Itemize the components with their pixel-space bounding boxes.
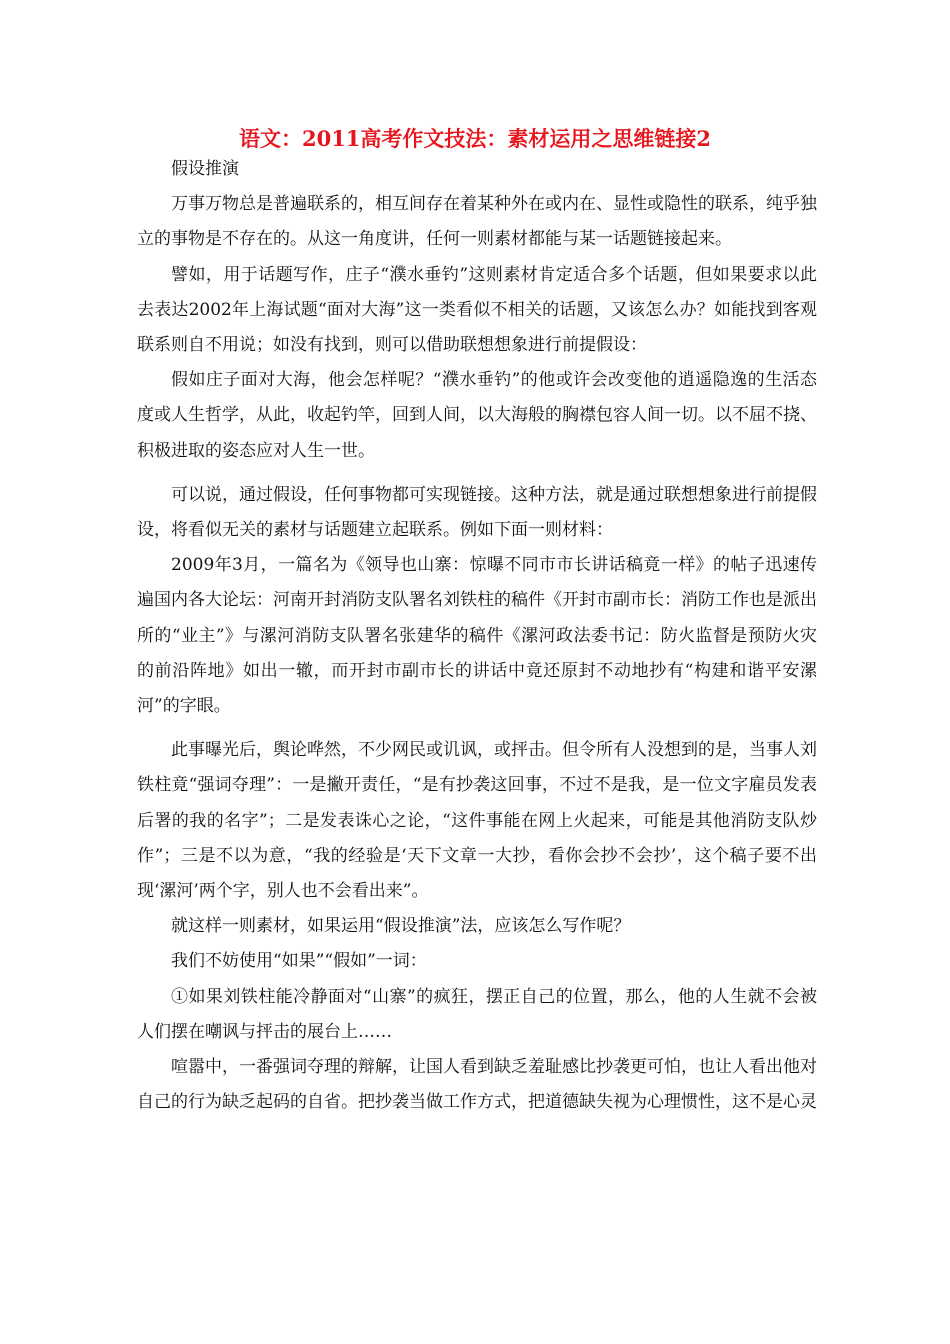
paragraph: 万事万物总是普遍联系的，相互间存在着某种外在或内在、显性或隐性的联系，纯乎独立的事物是不存在的。从这一角度讲，任何一则素材都能与某一话题链接起来。 <box>137 194 817 250</box>
paragraph: 此事曝光后，舆论哗然，不少网民或讥讽，或抨击。但令所有人没想到的是，当事人刘铁柱竟“强词夺理”：一是撇开责任，“是有抄袭这回事，不过不是我，是一位文字雇员发表后署的我的名字”；二是发表诛心之论，“这件事能在网上火起来，可能是其他消防支队炒作”；三是不以为意，“我的经验是‘天下文章一大抄，看你会抄不会抄’，这个稿子要不出现‘漯河’两个字，别人也不会看出来”。 <box>137 740 817 902</box>
paragraph: 就这样一则素材，如果运用“假设推演”法，应该怎么写作呢？ <box>171 916 631 937</box>
paragraph: 喧嚣中，一番强词夺理的辩解，让国人看到缺乏羞耻感比抄袭更可怕，也让人看出他对自己的行为缺乏起码的自省。把抄袭当做工作方式，把道德缺失视为心理惯性，这不是心灵 <box>137 1057 817 1113</box>
document-title: 语文：2011高考作文技法：素材运用之思维链接2 <box>238 126 712 151</box>
paragraph: 譬如，用于话题写作，庄子“濮水垂钓”这则素材肯定适合多个话题，但如果要求以此去表达2002年上海试题“面对大海”这一类看似不相关的话题，又该怎么办？如能找到客观联系则自不用说；如没有找到，则可以借助联想想象进行前提假设： <box>137 264 817 356</box>
paragraph: 假如庄子面对大海，他会怎样呢？“濮水垂钓”的他或许会改变他的逍遥隐逸的生活态度或人生哲学，从此，收起钓竿，回到人间，以大海般的胸襟包容人间一切。以不屈不挠、积极进取的姿态应对人生一世。 <box>137 370 817 461</box>
paragraph: 可以说，通过假设，任何事物都可实现链接。这种方法，就是通过联想想象进行前提假设，将看似无关的素材与话题建立起联系。例如下面一则材料： <box>137 484 817 541</box>
document-body <box>137 152 817 1120</box>
paragraph: 2009年3月，一篇名为《领导也山寨：惊曝不同市市长讲话稿竟一样》的帖子迅速传遍国内各大论坛：河南开封消防支队署名刘铁柱的稿件《开封市副市长：消防工作也是派出所的“业主”》与漯河消防支队署名张建华的稿件《漯河政法委书记：防火监督是预防火灾的前沿阵地》如出一辙，而开封市副市长的讲话中竟还原封不动地抄有“构建和谐平安漯河”的字眼。 <box>137 555 817 717</box>
section-heading: 假设推演 <box>171 159 239 179</box>
paragraph: ①如果刘铁柱能冷静面对“山寨”的疯狂，摆正自己的位置，那么，他的人生就不会被人们摆在嘲讽与抨击的展台上…… <box>137 986 817 1042</box>
paragraph: 我们不妨使用“如果”“假如”一词： <box>171 951 427 972</box>
